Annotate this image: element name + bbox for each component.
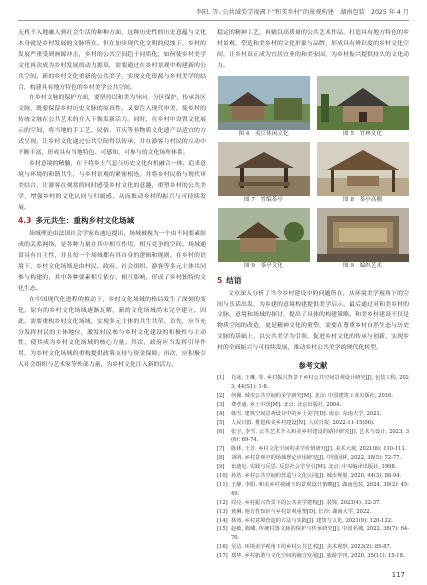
body-paragraph: 在中国现代化进程的推动下，乡村文化场域的格局发生了深刻的变化，原有的乡村文化场域逐渐瓦解，新的文化场域尚未完全建立。因此，需要重构乡村文化场域，实现多元主体的共生共荣。首先，应当充分发挥村民的主体地位，激发村民参与乡村文化建设的积极性与主动性，使其成为乡村文化场域的核心力量；其次，政府应当发挥引导作用，为乡村文化场域的重构提供政策支持与资金保障；再次，应积极引入社会组织与艺术家等外部力量，为乡村文化注入新的活力。	[18, 296, 206, 369]
reference-item	[217, 552, 409, 561]
body-paragraph: 在乡村文脉的保护方面，要坚持以和美为导向，分区保护，传承各区文脉，既要保留乡村历史文脉的原真性，又要注入现代审美，使乡村的传统文脉在公共艺术的介入下焕发新活力。同时，在乡村中设置文化展示的空间，将当地的手工艺、民俗、节庆等非物质文化遗产以适宜的方式呈现，让乡村文化通过公共空间得以传承，并在游客与村民的互动中不断丰富，形成具有当地特色、可感知、可参与的文化场所体系。	[18, 95, 206, 156]
figure-photo	[317, 76, 409, 130]
body-paragraph: 稳定的精神工艺，再辅以高质量的公共艺术作品，打造具有地方特色的乡村景观，塑造和美乡村的文化形象与品牌，形成具有辨识度的乡村文化空间，让乡村真正成为宜居宜业的和美家园，为乡村振兴提供持久的文化动力。	[217, 30, 409, 69]
figure-caption: 图 9 编织艺术	[343, 262, 382, 269]
reference-text: 人民日报. 推进和美乡村建设[N]. 人民日报, 2022-11-15(06).	[231, 419, 375, 426]
section-title: 结语	[226, 275, 242, 285]
reference-text: 刘明. 乡村景观中的场域理论应用研究[J]. 中国园林, 2022, 38(5): 72-77.	[231, 455, 402, 462]
figure-caption: 图 9 茶亭文化	[244, 262, 283, 269]
reference-text: 林涛. 乡村意境营造的方法与实践[J]. 建筑与文化, 2021(9): 120-122.	[231, 517, 393, 524]
reference-item	[217, 508, 409, 517]
section-title: 多元共生：重构乡村文化场域	[35, 216, 135, 226]
reference-text: 孙浩. 乡村公共空间的营造与文化认同[J]. 城市规划, 2020, 44(3): 88-94.	[231, 473, 402, 480]
figure-photo	[218, 142, 310, 196]
reference-text: 韩雪. 建筑空间景观设计中的乡土美学[D]. 南京: 东南大学, 2021.	[231, 410, 382, 417]
reference-text: 吴洁. 环境美学视角下的乡村公共艺术[J]. 美术观察, 2023(2): 85-87.	[231, 544, 392, 551]
reference-number: [16]	[217, 544, 228, 551]
reference-item	[217, 392, 409, 401]
reference-item	[217, 410, 409, 419]
reference-number: [15]	[217, 526, 228, 533]
figure	[316, 76, 409, 139]
references-list	[217, 374, 409, 561]
left-column	[18, 28, 206, 565]
figure-grid	[217, 76, 409, 271]
reference-text: 布迪厄. 实践与反思: 反思社会学导引[M]. 北京: 中央编译出版社, 1998.	[231, 464, 397, 471]
reference-number: [7]	[217, 446, 225, 453]
figure-caption: 图 7 竹编茶亭	[244, 196, 283, 203]
reference-item	[217, 517, 409, 526]
body-paragraph: 乡村意境的精髓，在于将乡土气息与历史文化有机融合一体，追求意境与环境的和谐共生，与乡村景观的紧密相连。并将乡村民俗与现代审美结合，让游客在观赏的同时感受乡村文化的意趣，重塑乡村的公共美学，增强乡村的文化认同与归属感，从而推动乡村的振兴与可持续发展。	[18, 160, 206, 211]
reference-text: 周亮. 乡村振兴背景下的公共美学建构[J]. 装饰, 2023(4): 32-37.	[231, 499, 381, 506]
reference-number: [5]	[217, 419, 225, 426]
section-heading	[217, 275, 409, 287]
figure	[217, 208, 310, 271]
reference-number: [11]	[217, 481, 228, 488]
reference-item	[217, 463, 409, 472]
figure-photo	[218, 208, 310, 262]
body-paragraph: 场域理论由法国社会学家布迪厄提出，场域被视为一个由不同要素组成的关系网络，是各种力量在其中相互作用、相互竞争的空间。场域通常具有自主性，并且每一个场域都有其自身的逻辑和规则。在乡村的语境下，乡村文化场域是由村民、政府、社会组织、游客等多元主体共同参与构建的，其中各种要素相互依存、相互影响，形成了乡村独特的文化生态。	[18, 231, 206, 292]
figure	[316, 142, 409, 205]
reference-number: [4]	[217, 410, 225, 417]
figure-caption: 图 4 夷江休闲文化	[238, 130, 289, 137]
page-number: 117	[391, 571, 405, 579]
figure	[217, 142, 310, 205]
reference-text: 肖冰, 王琳, 等. 乡村振兴背景下乡村公共空间景观设计研究[J]. 包装工程, 2023, 44(S1): 1-8.	[231, 375, 409, 390]
reference-text: 赵敏, 陈曦. 传统村落文脉的保护与传承研究[J]. 中国名城, 2022, 36(7): 64-70.	[231, 526, 409, 542]
figure-photo	[317, 208, 409, 262]
reference-text: 王静, 李阳. 和美乡村视阈下的景观设计策略[J]. 湖南包装, 2024, 39(2): 45-49.	[231, 481, 409, 497]
reference-number: [17]	[217, 553, 228, 560]
section-number: 5	[217, 275, 223, 285]
figure-caption: 图 8 茶亭高棚	[343, 196, 382, 203]
reference-item	[217, 419, 409, 428]
reference-text: 郑华. 乡村旅游与文化空间的融合发展[J]. 旅游学刊, 2020, 35(11): 15-18.	[231, 553, 405, 560]
reference-item	[217, 454, 409, 463]
reference-item	[217, 481, 409, 499]
reference-item	[217, 374, 409, 392]
reference-number: [1]	[217, 375, 225, 382]
figure	[316, 208, 409, 271]
reference-number: [10]	[217, 473, 228, 480]
reference-text: 费孝通. 乡土中国[M]. 北京: 北京出版社, 2004.	[231, 401, 342, 408]
section-heading	[18, 215, 206, 227]
reference-number: [8]	[217, 455, 225, 462]
reference-text: 黄琳. 地方性知识与乡村景观重塑[D]. 长沙: 湖南大学, 2022.	[231, 508, 372, 515]
reference-number: [14]	[217, 517, 228, 524]
reference-number: [9]	[217, 464, 225, 471]
body-paragraph: 无机不入地融入到社会生活的种种方面，这种历史性的历史意蕴与文化本身就是乡村发展的文脉所在。但在加步现代化文明的侵蚀下，乡村的发展严重受到画源冲击，乡村的公共空间趋于同质化，如何使乡村美学文化再次成为乡村发展的动力源泉，需要通过在乡村景观中构建新的公共空间，新的乡村文化重新的公共美学，实现文化资源与乡村美学的结合，构建具有地方特色的乡村美学公共空间。	[18, 30, 206, 91]
reference-item	[217, 472, 409, 481]
running-header: 李阳, 等: 公共域美学视阈下“和美乡村”的景观构建 湖南包装 2025 年 4 月	[18, 6, 409, 21]
reference-text: 陈林, 王芳. 乡村文化空间的美学价值研究[J]. 美术大观, 2021(8): 110-111.	[231, 446, 407, 453]
reference-text: 张宇, 李雪. 公共艺术介入和美乡村建设的路径研究[J]. 艺术与设计, 2023, 3(6): 69-74.	[231, 428, 409, 444]
reference-item	[217, 401, 409, 410]
body-paragraph: 文章深入分析了当今乡村建设中的问题所在，从环境美学视角下的空间与乐话出发，为乡建的意境构建提供美学启示，最后通过对和美乡村的文脉、意境和场域的探讨，提出了具体的构建策略。和美乡村建设不仅是物质空间的改造，更是精神文化的重塑，需要在尊重乡村自然生态与历史文脉的基础上，以公共美学为引领，促进乡村文化的传承与创新，实现乡村的全面振兴与可持续发展，推动乡村公共美学的现代化转型。	[217, 290, 409, 352]
section-number: 4.3	[18, 216, 32, 226]
references-heading: 参考文献	[298, 361, 328, 371]
reference-item	[217, 428, 409, 446]
reference-item	[217, 445, 409, 454]
reference-number: [3]	[217, 401, 225, 408]
reference-item	[217, 543, 409, 552]
reference-number: [2]	[217, 392, 225, 399]
reference-number: [6]	[217, 428, 225, 435]
reference-item	[217, 525, 409, 543]
figure-photo	[317, 142, 409, 196]
figure-photo	[218, 76, 310, 130]
figure	[217, 76, 310, 139]
reference-item	[217, 499, 409, 508]
reference-number: [12]	[217, 499, 228, 506]
figure-caption: 图 5 竹林文化	[343, 130, 382, 137]
right-column	[217, 28, 409, 565]
reference-number: [13]	[217, 508, 228, 515]
reference-text: 何佩. 城市公共空间的美学研究[M]. 北京: 中国建筑工业出版社, 2016.	[231, 392, 394, 399]
